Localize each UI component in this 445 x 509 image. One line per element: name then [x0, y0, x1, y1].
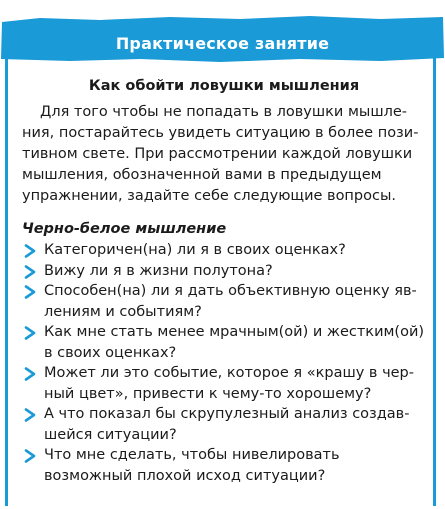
list-item	[22, 240, 426, 261]
chevron-right-icon	[24, 285, 36, 299]
list-item	[22, 445, 426, 486]
question-text: Способен(на) ли я дать объективную оценку явлениям и событиям?	[44, 283, 417, 320]
question-list	[22, 240, 426, 486]
list-item	[22, 261, 426, 282]
exercise-content	[22, 78, 426, 486]
intro-paragraph: Для того чтобы не попадать в ловушки мышления, постарайтесь увидеть ситуацию в более позитивном свете. При рассмотрении каждой ловушки мышления, обозначенной вами в предыдущем упражнении, задайте себе следующие вопросы.	[22, 104, 419, 204]
section-title: Черно-белое мышление	[22, 221, 227, 237]
chevron-right-icon	[24, 265, 36, 279]
exercise-heading: Как обойти ловушки мышления	[88, 78, 360, 94]
banner-title: Практическое занятие	[115, 34, 330, 53]
chevron-right-icon	[24, 449, 36, 463]
list-item	[22, 363, 426, 404]
question-text: Может ли это событие, которое я «крашу в черный цвет», привести к чему-то хорошему?	[44, 365, 414, 402]
list-item	[22, 322, 426, 363]
question-text: А что показал бы скрупулезный анализ создавшейся ситуации?	[44, 406, 410, 443]
question-text: Вижу ли я в жизни полутона?	[44, 262, 273, 279]
chevron-right-icon	[24, 326, 36, 340]
list-item	[22, 404, 426, 445]
chevron-right-icon	[24, 367, 36, 381]
chevron-right-icon	[24, 244, 36, 258]
list-item	[22, 281, 426, 322]
question-text: Что мне сделать, чтобы нивелировать возможный плохой исход ситуации?	[44, 447, 340, 484]
question-text: Как мне стать менее мрачным(ой) и жестким(ой) в своих оценках?	[44, 324, 425, 361]
exercise-banner	[0, 0, 445, 70]
question-text: Категоричен(на) ли я в своих оценках?	[44, 242, 346, 258]
chevron-right-icon	[24, 408, 36, 422]
